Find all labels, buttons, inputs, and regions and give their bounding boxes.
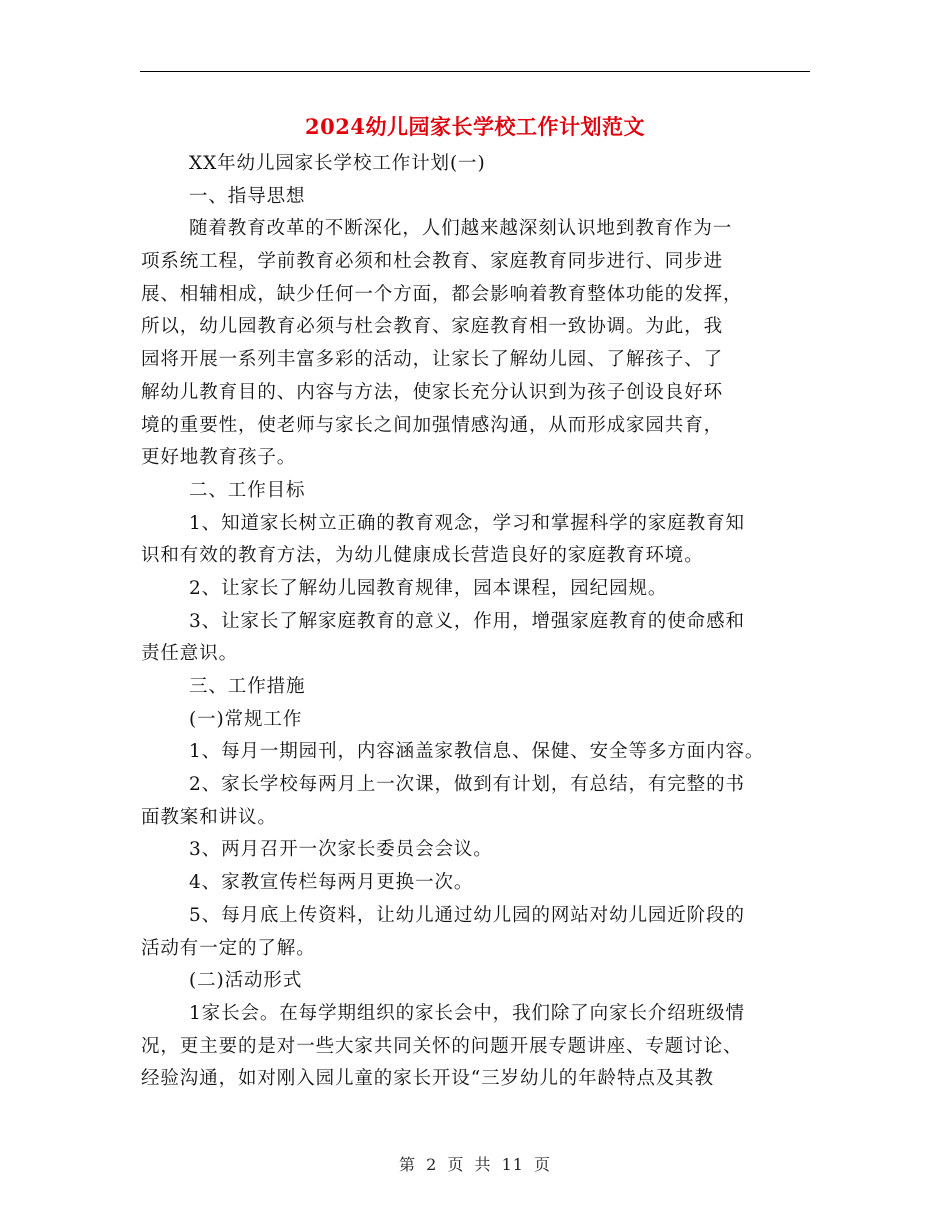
footer-suffix: 页 [534, 1155, 552, 1174]
document-title: 2024幼儿园家长学校工作计划范文 [305, 114, 645, 139]
paragraph-line: 2、家长学校每两月上一次课，做到有计划，有总结，有完整的书 [189, 774, 745, 796]
paragraph-line: 随着教育改革的不断深化，人们越来越深刻认识地到教育作为一 [189, 218, 733, 240]
footer-total-pages: 11 [501, 1155, 524, 1174]
paragraph-line: 解幼儿教育目的、内容与方法，使家长充分认识到为孩子创设良好环 [141, 381, 724, 403]
footer-current-page: 2 [426, 1155, 438, 1174]
paragraph-line: 责任意识。 [141, 643, 239, 665]
paragraph-line: 2、让家长了解幼儿园教育规律，园本课程，园纪园规。 [189, 577, 668, 599]
paragraph-line: 识和有效的教育方法，为幼儿健康成长营造良好的家庭教育环境。 [141, 545, 704, 567]
document-body [141, 148, 813, 1096]
paragraph-line: 4、家教宣传栏每两月更换一次。 [189, 872, 474, 894]
paragraph-line: 经验沟通，如对刚入园儿童的家长开设“三岁幼儿的年龄特点及其教 [141, 1068, 714, 1090]
paragraph-line: 3、让家长了解家庭教育的意义，作用，增强家庭教育的使命感和 [189, 610, 745, 632]
paragraph-line: 项系统工程，学前教育必须和杜会教育、家庭教育同步进行、同步进 [141, 251, 724, 273]
paragraph-line: 更好地教育孩子。 [141, 447, 297, 469]
paragraph-line: (二)活动形式 [189, 970, 303, 992]
footer-total-word: 共 [474, 1155, 492, 1174]
paragraph-line: 3、两月召开一次家长委员会会议。 [189, 839, 493, 861]
paragraph-line: 5、每月底上传资料，让幼儿通过幼儿园的网站对幼儿园近阶段的 [189, 904, 745, 926]
paragraph-line: 展、相辅相成，缺少任何一个方面，都会影响着教育整体功能的发挥， [141, 283, 743, 305]
paragraph-line: 三、工作措施 [189, 676, 306, 697]
paragraph-line: 境的重要性，使老师与家长之间加强情感沟通，从而形成家园共育， [141, 414, 724, 436]
paragraph-line: XX年幼儿园家长学校工作计划(一) [189, 153, 486, 174]
paragraph-line: 1家长会。在每学期组织的家长会中，我们除了向家长介绍班级情 [189, 1002, 745, 1024]
paragraph-line: 一、指导思想 [189, 185, 306, 207]
paragraph-line: (一)常规工作 [189, 708, 303, 730]
paragraph-line: 况，更主要的是对一些大家共同关怀的问题开展专题讲座、专题讨论、 [141, 1035, 743, 1057]
paragraph-line: 1、知道家长树立正确的教育观念，学习和掌握科学的家庭教育知 [189, 512, 745, 534]
paragraph-line: 面教案和讲议。 [141, 806, 277, 828]
paragraph-line: 1、每月一期园刊，内容涵盖家教信息、保健、安全等多方面内容。 [189, 741, 765, 763]
paragraph-line: 所以，幼儿园教育必须与杜会教育、家庭教育相一致协调。为此，我 [141, 316, 724, 338]
paragraph-line: 活动有一定的了解。 [141, 937, 316, 959]
footer-page-word: 页 [447, 1155, 465, 1174]
header-rule [140, 71, 810, 72]
paragraph-line: 二、工作目标 [189, 479, 306, 501]
footer-prefix: 第 [398, 1155, 416, 1174]
page-footer [0, 1153, 950, 1177]
paragraph-line: 园将开展一系列丰富多彩的活动，让家长了解幼儿园、了解孩子、了 [141, 349, 724, 371]
